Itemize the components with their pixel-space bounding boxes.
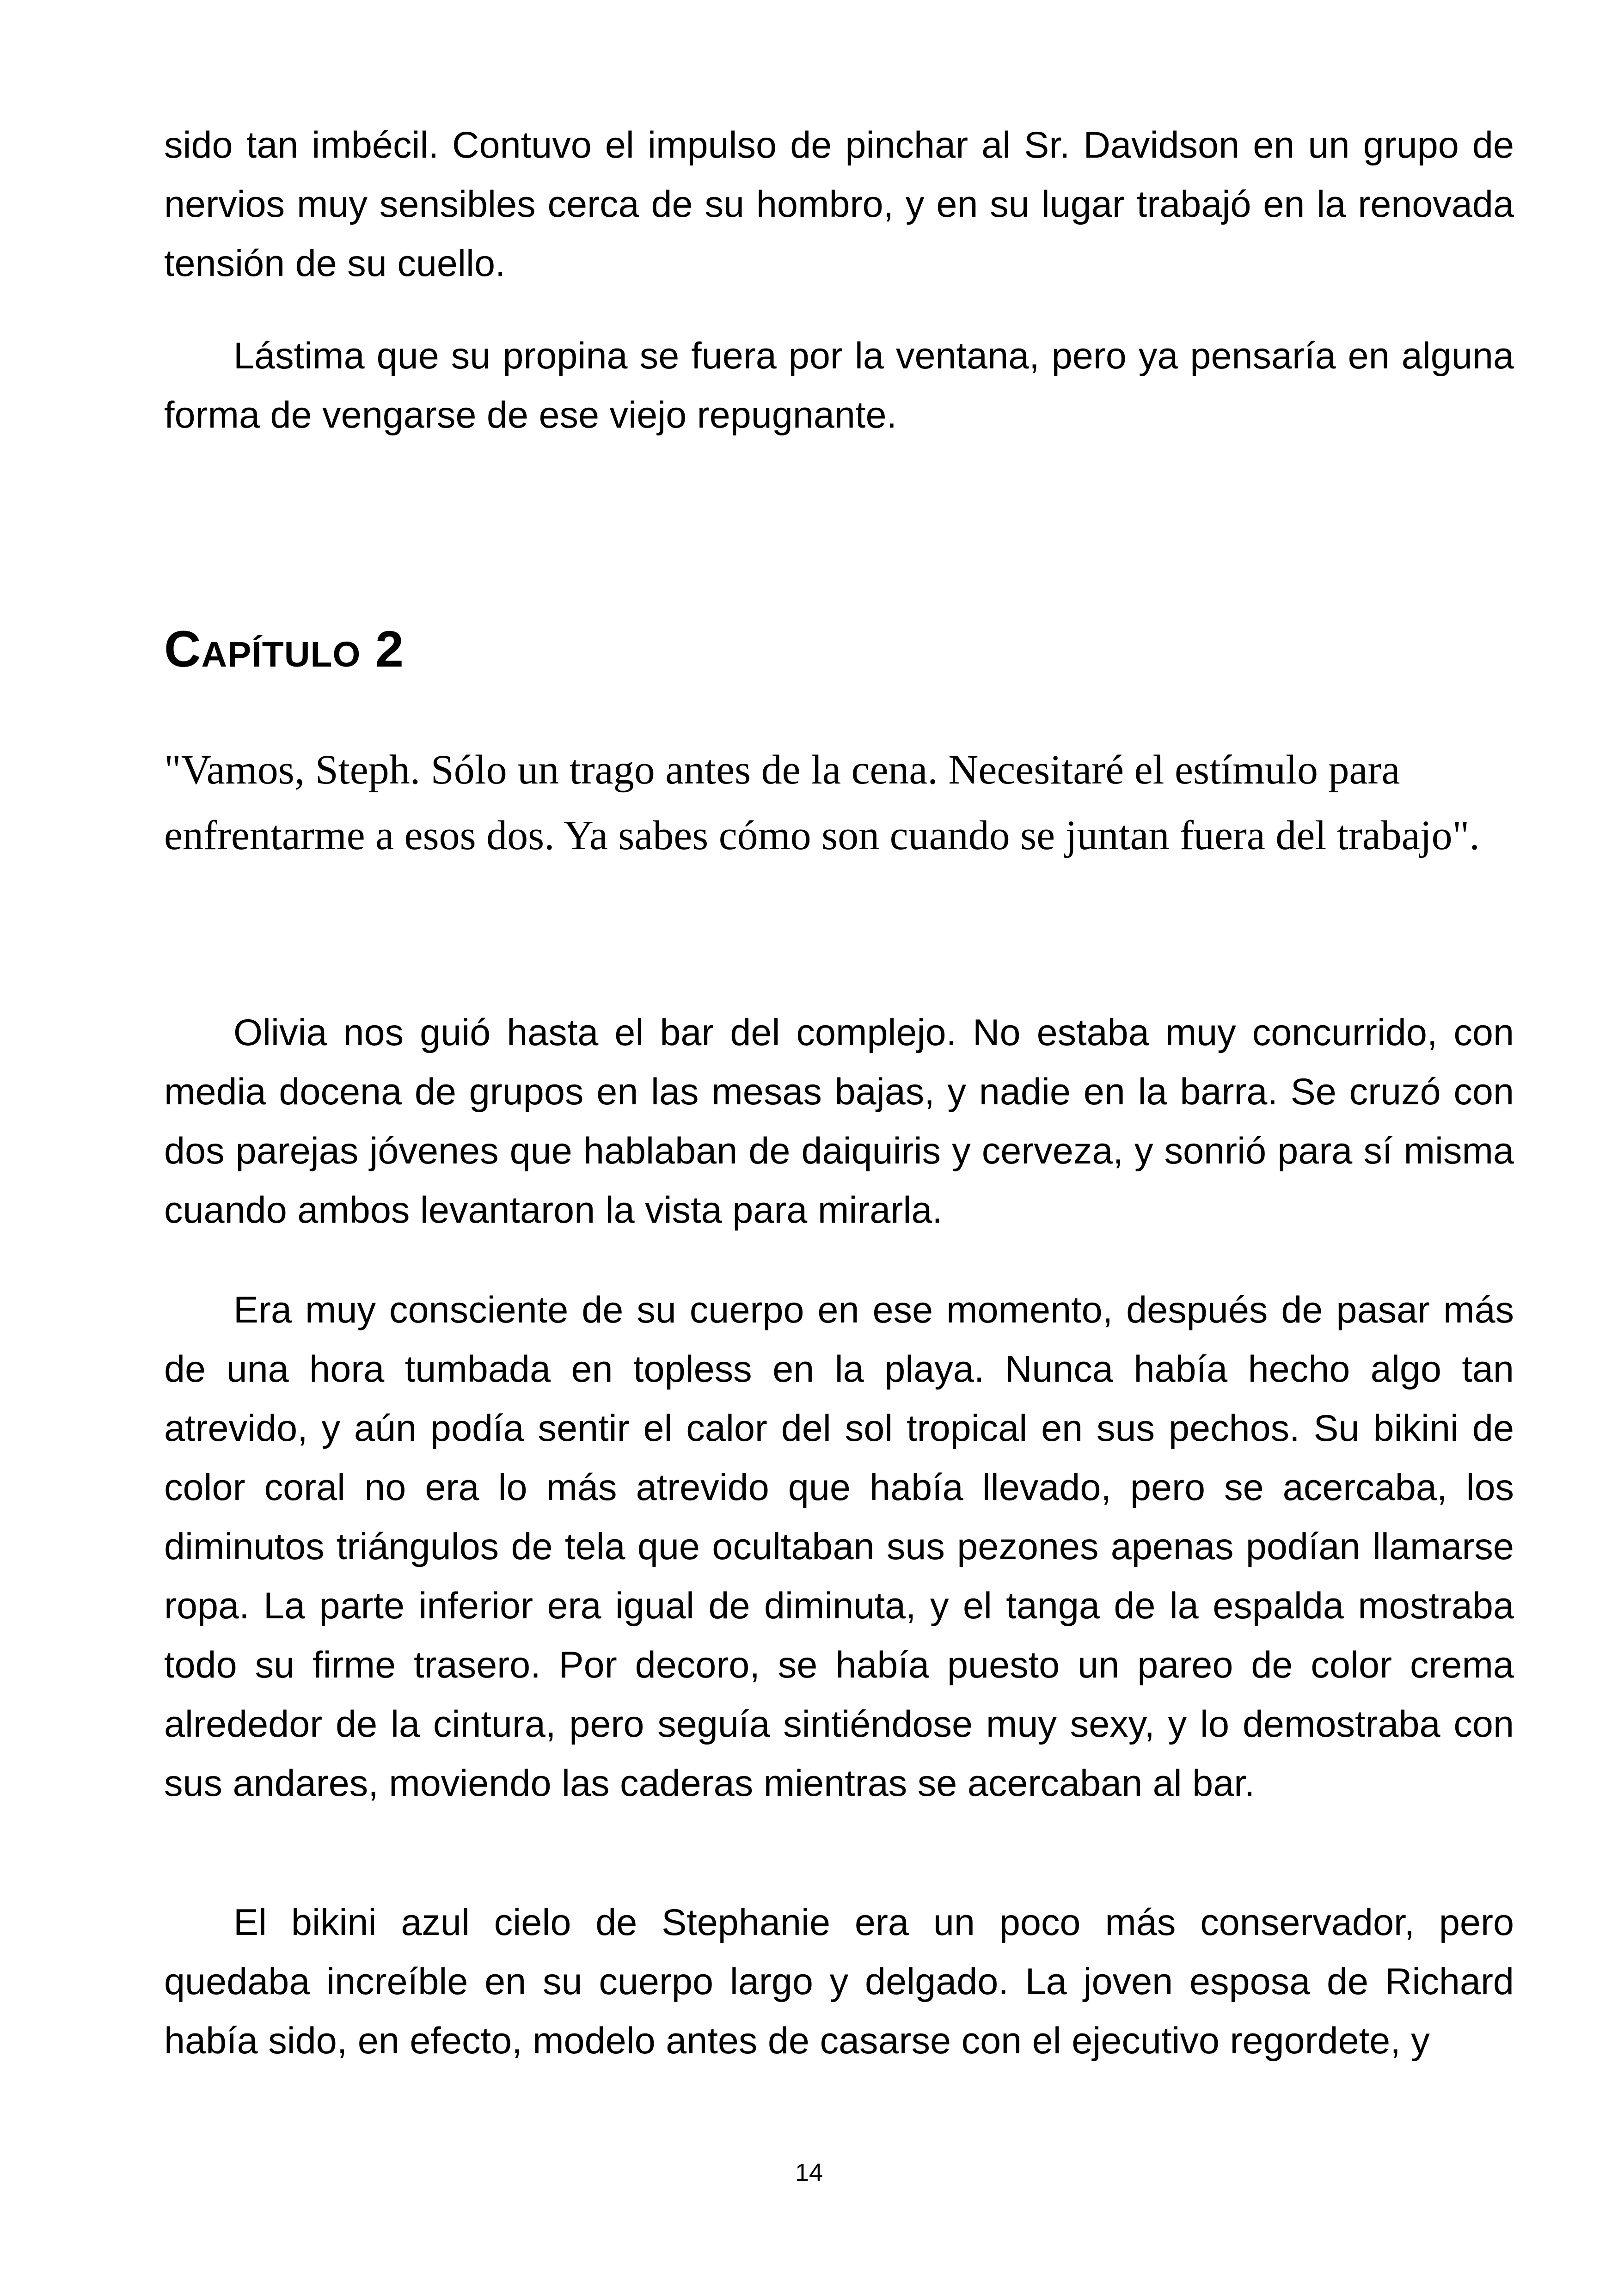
page-number: 14 [795, 2159, 823, 2186]
epigraph-quote: "Vamos, Steph. Sólo un trago antes de la cena. Necesitaré el estímulo para enfrentarme a esos dos. Ya sabes cómo son cuando se juntan fuera del trabajo". [164, 747, 1480, 858]
chapter-title [164, 619, 1514, 680]
paragraph: Olivia nos guió hasta el bar del complejo. No estaba muy concurrido, con media docena de grupos en las mesas bajas, y nadie en la barra. Se cruzó con dos parejas jóvenes que hablaban de daiquiris y cerveza, y sonrió para sí misma cuando ambos levantaron la vista para mirarla. [164, 1012, 1514, 1231]
chapter-title-text: Capítulo 2 [164, 621, 404, 678]
paragraph: Lástima que su propina se fuera por la ventana, pero ya pensaría en alguna forma de vengarse de ese viejo repugnante. [164, 335, 1514, 436]
paragraph-continuation: sido tan imbécil. Contuvo el impulso de pinchar al Sr. Davidson en un grupo de nervios muy sensibles cerca de su hombro, y en su lugar trabajó en la renovada tensión de su cuello. [164, 124, 1514, 284]
paragraph: El bikini azul cielo de Stephanie era un poco más conservador, pero quedaba increíble en su cuerpo largo y delgado. La joven esposa de Richard había sido, en efecto, modelo antes de casarse con el ejecutivo regordete, y [164, 1902, 1514, 2062]
paragraph: Era muy consciente de su cuerpo en ese momento, después de pasar más de una hora tumbada en topless en la playa. Nunca había hecho algo tan atrevido, y aún podía sentir el calor del sol tropical en sus pechos. Su bikini de color coral no era lo más atrevido que había llevado, pero se acercaba, los diminutos triángulos de tela que ocultaban sus pezones apenas podían llamarse ropa. La parte inferior era igual de diminuta, y el tanga de la espalda mostraba todo su firme trasero. Por decoro, se había puesto un pareo de color crema alrededor de la cintura, pero seguía sintiéndose muy sexy, y lo demostraba con sus andares, moviendo las caderas mientras se acercaban al bar. [164, 1289, 1514, 1804]
